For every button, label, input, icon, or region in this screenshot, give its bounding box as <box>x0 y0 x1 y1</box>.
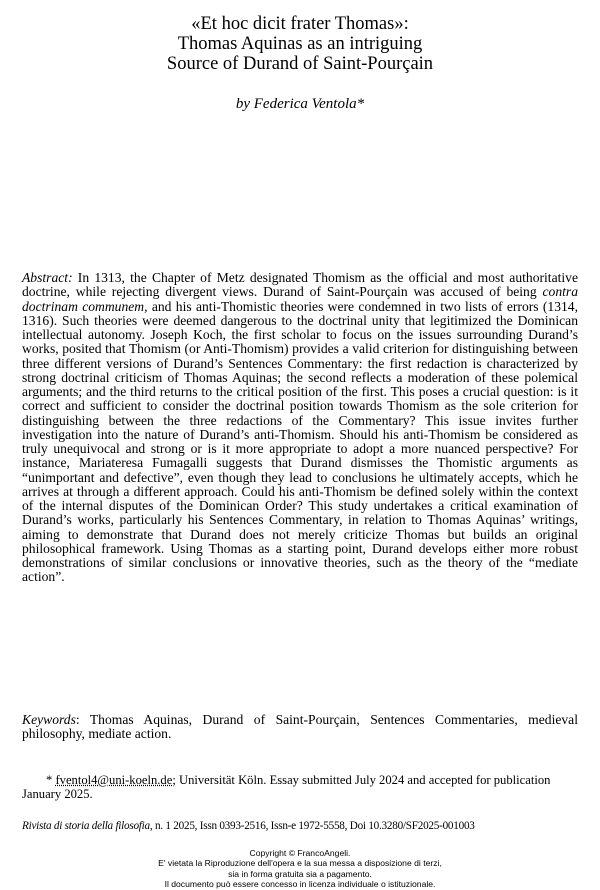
copyright-line-4: Il documento può essere concesso in licenza individuale o istituzionale. <box>164 879 436 890</box>
keywords-text: : Thomas Aquinas, Durand of Saint-Pourçain, Sentences Commentaries, medieval philosophy, mediate action. <box>22 712 578 742</box>
abstract-italic-phrase: contra doctrinam communem, <box>22 284 578 314</box>
copyright-line-1: Copyright © FrancoAngeli. <box>249 848 351 858</box>
copyright-line-3: sia in forma gratuita sia a pagamento. <box>228 868 372 879</box>
paper-title <box>0 14 600 74</box>
author-email-link[interactable]: fventol4@uni-koeln.de; <box>55 773 176 787</box>
journal-name: Rivista di storia della filosofia <box>22 820 150 832</box>
abstract-text-part-2: and his anti-Thomistic theories were condemned in two lists of errors (1314, 1316). Such theories were deemed dangerous to the doctrinal unity that legitimized the Dominican intellectual autonomy. Joseph Koch, the first scholar to focus on the issues surrounding Durand’s works, posited that Thomism (or Anti-Thomism) provides a valid criterion for distinguishing between three different versions of Durand’s Sentences Commentary: the first redaction is characterized by strong doctrinal criticism of Thomas Aquinas; the second reflects a moderation of these polemical arguments; and the third returns to the critical position of the first. This poses a crucial question: is it correct and sufficient to consider the doctrinal position towards Thomism as the sole criterion for distinguishing between the three redactions of the Commentary? This issue invites further investigation into the nature of Durand’s anti-Thomism. Should his anti-Thomism be considered as truly unequivocal and strong or is it more appropriate to adopt a more nuanced perspective? For instance, Mariateresa Fumagalli suggests that Durand dismisses the Thomistic arguments as “unimportant and defective”, even though they lead to conclusions he ultimately accepts, which he arrives at through a different approach. Could his anti-Thomism be defined solely within the context of the internal disputes of the Dominican Order? This study undertakes a critical examination of Durand’s works, particularly his Sentences Commentary, in relation to Thomas Aquinas’ writings, aiming to demonstrate that Durand does not merely criticize Thomas but builds an original philosophical framework. Using Thomas as a starting point, Durand develops either more robust demonstrations of similar conclusions or innovative theories, such as the theory of the “mediate action”. <box>22 298 578 585</box>
footnote-text: Universität Köln. Essay submitted July 2024 and accepted for publication January 2025. <box>22 773 551 801</box>
keywords-section <box>22 713 578 742</box>
abstract-text-part-1: In 1313, the Chapter of Metz designated Thomism as the official and most authoritative doctrine, while rejecting divergent views. Durand of Saint-Pourçain was accused of being <box>22 270 578 300</box>
copyright-line-2: E' vietata la Riproduzione dell'opera e la sua messa a disposizione di terzi, <box>158 858 442 869</box>
abstract-paragraph <box>22 271 578 585</box>
author-footnote <box>22 774 578 801</box>
author-byline: by Federica Ventola* <box>235 96 365 112</box>
title-line-3: Source of Durand of Saint-Pourçain <box>166 54 434 74</box>
copyright-notice <box>0 848 600 890</box>
journal-details: , n. 1 2025, Issn 0393-2516, Issn-e 1972-5558, Doi 10.3280/SF2025-001003 <box>149 820 475 832</box>
keywords-label: Keywords <box>22 712 76 727</box>
title-line-1: «Et hoc dicit frater Thomas»: <box>191 14 409 34</box>
journal-citation <box>22 820 582 832</box>
abstract-section <box>22 271 578 585</box>
footnote-marker: * <box>46 773 56 787</box>
title-line-2: Thomas Aquinas as an intriguing <box>177 34 423 54</box>
abstract-label: Abstract: <box>22 270 73 285</box>
